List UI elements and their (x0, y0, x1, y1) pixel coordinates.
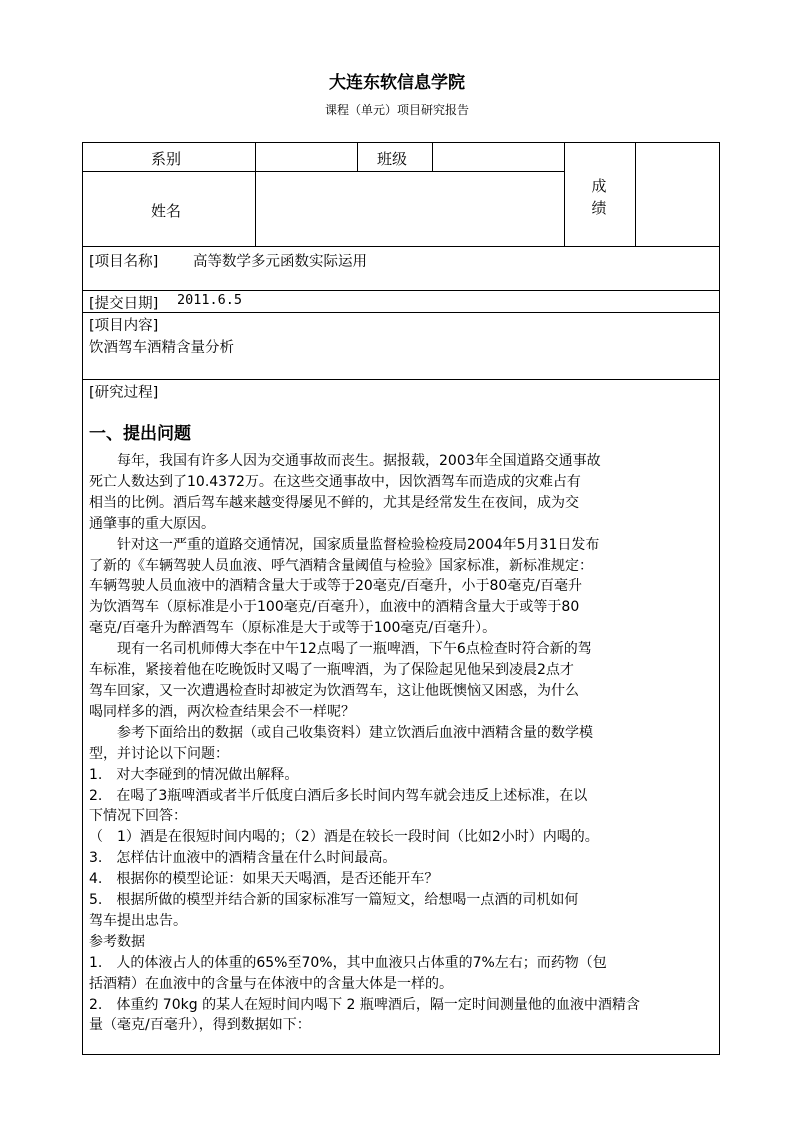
body-line: 每年，我国有许多人因为交通事故而丧生。据报载，2003年全国道路交通事故 (89, 453, 601, 469)
column-divider (255, 142, 256, 247)
class-label: 班级 (377, 150, 408, 168)
column-divider (432, 142, 433, 172)
grade-label: 成绩 (591, 177, 607, 217)
row-divider (82, 290, 720, 291)
table-bottom-border (82, 1054, 720, 1055)
research-body (89, 451, 715, 1036)
body-line: 下情况下回答： (89, 808, 187, 825)
body-line: 参考下面给出的数据（或自己收集资料）建立饮酒后血液中酒精含量的数学模 (89, 724, 593, 741)
body-line: 括酒精）在血液中的含量与在体液中的含量大体是一样的。 (89, 975, 453, 992)
body-line: 2. 体重约 70kg 的某人在短时间内喝下 2 瓶啤酒后，隔一定时间测量他的血液中酒精含 (89, 996, 640, 1013)
body-line: 4. 根据你的模型论证：如果天天喝酒，是否还能开车？ (89, 871, 439, 888)
body-line: 了新的《车辆驾驶人员血液、呼气酒精含量阈值与检验》国家标准，新标准规定： (89, 557, 593, 574)
body-line: 为饮酒驾车（原标准是小于100毫克/百毫升），血液中的酒精含量大于或等于80 (89, 599, 580, 616)
body-line: 车辆驾驶人员血液中的酒精含量大于或等于20毫克/百毫升，小于80毫克/百毫升 (89, 578, 583, 595)
body-line: 车标准，紧接着他在吃晚饭时又喝了一瓶啤酒，为了保险起见他呆到凌晨2点才 (89, 662, 574, 679)
body-line: 驾车提出忠告。 (89, 912, 187, 929)
body-line: 毫克/百毫升为醉酒驾车（原标准是大于或等于100毫克/百毫升）。 (89, 620, 497, 637)
row-divider (82, 312, 720, 313)
submit-date-value: 2011.6.5 (177, 292, 243, 308)
row-divider (82, 171, 565, 172)
project-name-label: [项目名称] (89, 254, 159, 270)
submit-date-label: [提交日期] (89, 296, 159, 312)
column-divider (357, 142, 358, 172)
row-divider (82, 379, 720, 380)
body-line: 量（毫克/百毫升），得到数据如下： (89, 1017, 311, 1034)
body-line: 现有一名司机师傅大李在中午12点喝了一瓶啤酒，下午6点检查时符合新的驾 (89, 641, 592, 658)
body-line: 3. 怎样估计血液中的酒精含量在什么时间最高。 (89, 850, 397, 867)
column-divider (635, 142, 636, 247)
table-top-border (82, 142, 720, 143)
research-process-label: [研究过程] (89, 385, 159, 401)
document-title: 大连东软信息学院 (329, 73, 465, 93)
body-line: 喝同样多的酒，两次检查结果会不一样呢？ (89, 703, 355, 720)
body-line: 2. 在喝了3瓶啤酒或者半斤低度白酒后多长时间内驾车就会违反上述标准，在以 (89, 787, 588, 804)
body-line: 通肇事的重大原因。 (89, 515, 215, 532)
department-label: 系别 (151, 150, 182, 168)
project-content-value: 饮酒驾车酒精含量分析 (89, 340, 234, 356)
body-line: 相当的比例。酒后驾车越来越变得屡见不鲜的，尤其是经常发生在夜间，成为交 (89, 494, 579, 511)
table-right-border (719, 142, 720, 1055)
table-left-border (82, 142, 83, 1055)
section-heading: 一、提出问题 (89, 424, 191, 444)
body-line: 1. 人的体液占人的体重的65%至70%，其中血液只占体重的7%左右；而药物（包 (89, 954, 607, 971)
column-divider (564, 142, 565, 247)
body-line: 1. 对大李碰到的情况做出解释。 (89, 766, 299, 783)
body-line: 驾车回家，又一次遭遇检查时却被定为饮酒驾车，这让他既懊恼又困惑，为什么 (89, 682, 579, 699)
project-name-value: 高等数学多元函数实际运用 (193, 254, 367, 270)
name-label: 姓名 (151, 202, 182, 220)
body-line: 5. 根据所做的模型并结合新的国家标准写一篇短文，给想喝一点酒的司机如何 (89, 892, 579, 909)
project-content-label: [项目内容] (89, 318, 159, 334)
document-subtitle: 课程（单元）项目研究报告 (324, 103, 469, 117)
body-line: 型，并讨论以下问题： (89, 745, 229, 762)
row-divider (82, 246, 720, 247)
body-line: （ 1）酒是在很短时间内喝的；（2）酒是在较长一段时间（比如2小时）内喝的。 (89, 829, 599, 846)
body-line: 参考数据 (89, 933, 145, 950)
body-line: 死亡人数达到了10.4372万。在这些交通事故中，因饮酒驾车而造成的灾难占有 (89, 473, 581, 490)
body-line: 针对这一严重的道路交通情况，国家质量监督检验检疫局2004年5月31日发布 (89, 536, 600, 553)
